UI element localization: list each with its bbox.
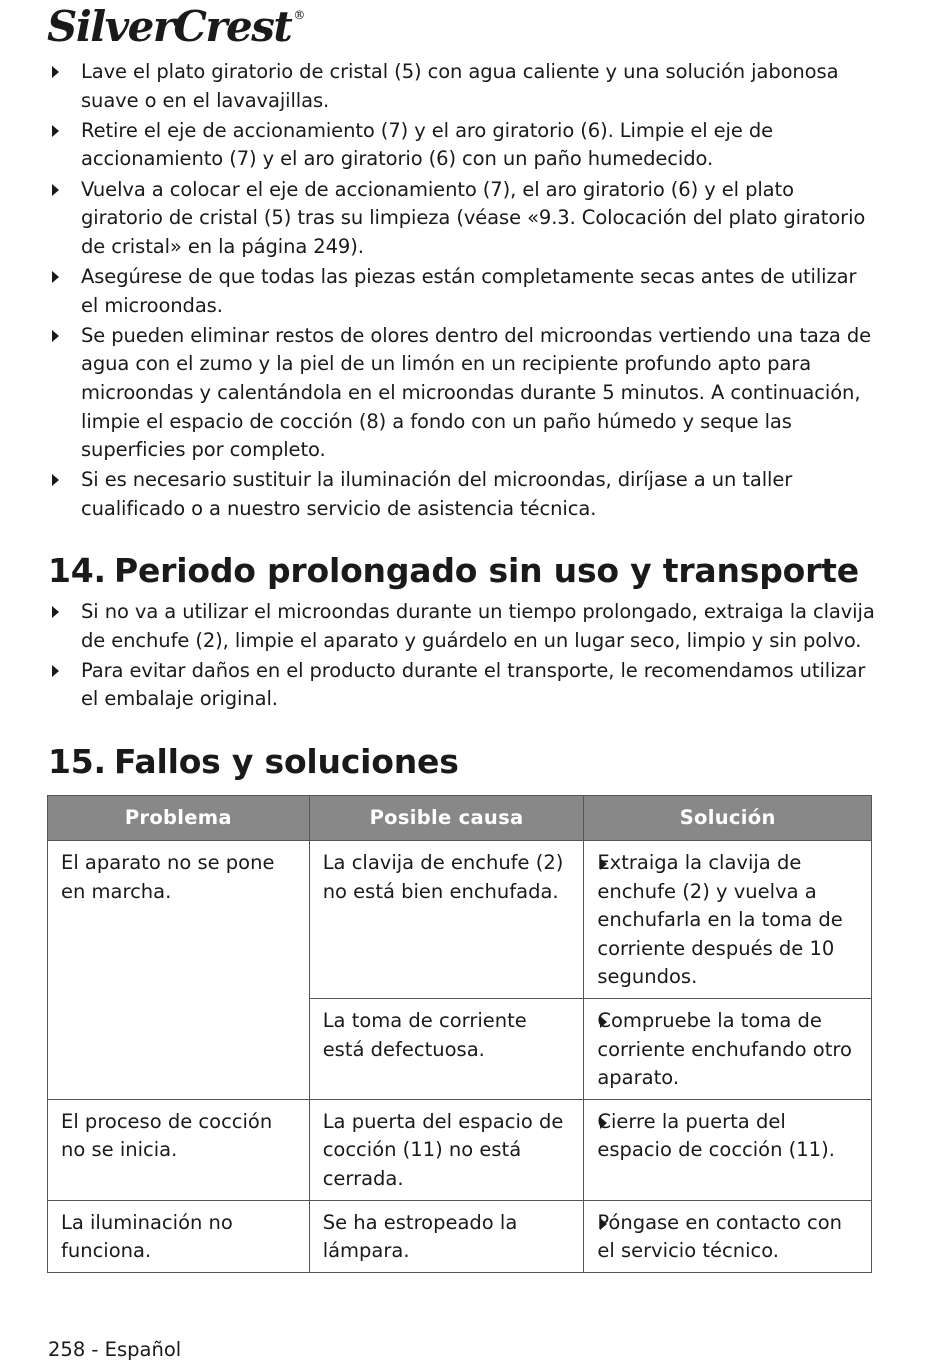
table-row	[48, 1099, 872, 1200]
bullet-arrow-icon	[600, 1016, 607, 1028]
cause-cell: Se ha estropeado la lámpara.	[309, 1200, 584, 1272]
table-row	[48, 841, 872, 999]
cause-cell: La toma de corriente está defectuosa.	[309, 998, 584, 1099]
intro-bullet-list	[48, 58, 878, 525]
bullet-arrow-icon	[52, 474, 59, 486]
bullet-arrow-icon	[52, 606, 59, 618]
bullet-arrow-icon	[52, 330, 59, 342]
bullet-item: Se pueden eliminar restos de olores dentro del microondas vertiendo una taza de agua con el zumo y la piel de un limón en un recipiente profundo apto para microondas y calentándola en el microondas durante 5 minutos. A continuación, limpie el espacio de cocción (8) a fondo con un paño húmedo y seque las superficies por completo.	[48, 322, 878, 465]
bullet-item: Vuelva a colocar el eje de accionamiento (7), el aro giratorio (6) y el plato giratorio de cristal (5) tras su limpieza (véase «9.3. Colocación del plato giratorio de cristal» en la página 249).	[48, 176, 878, 262]
cause-cell: La puerta del espacio de cocción (11) no está cerrada.	[309, 1099, 584, 1200]
solution-cell: Póngase en contacto con el servicio técnico.	[584, 1200, 872, 1272]
bullet-item: Lave el plato giratorio de cristal (5) con agua caliente y una solución jabonosa suave o en el lavavajillas.	[48, 58, 878, 115]
cause-cell: La clavija de enchufe (2) no está bien enchufada.	[309, 841, 584, 999]
table-header-row	[48, 796, 872, 841]
bullet-item: Asegúrese de que todas las piezas están completamente secas antes de utilizar el microondas.	[48, 263, 878, 320]
bullet-arrow-icon	[52, 66, 59, 78]
bullet-arrow-icon	[600, 1117, 607, 1129]
bullet-item: Si es necesario sustituir la iluminación del microondas, diríjase a un taller cualificado o a nuestro servicio de asistencia técnica.	[48, 466, 878, 523]
bullet-arrow-icon	[52, 665, 59, 677]
section-14-heading: 14. Periodo prolongado sin uso y transporte	[48, 551, 859, 590]
column-header-cause: Posible causa	[309, 796, 584, 841]
section-14-bullet-list	[48, 598, 878, 716]
problem-cell: La iluminación no funciona.	[48, 1200, 310, 1272]
column-header-problem: Problema	[48, 796, 310, 841]
bullet-arrow-icon	[52, 271, 59, 283]
solution-cell: Cierre la puerta del espacio de cocción (11).	[584, 1099, 872, 1200]
solution-cell: Extraiga la clavija de enchufe (2) y vuelva a enchufarla en la toma de corriente después de 10 segundos.	[584, 841, 872, 999]
table-row	[48, 1200, 872, 1272]
bullet-arrow-icon	[600, 858, 607, 870]
problem-cell: El proceso de cocción no se inicia.	[48, 1099, 310, 1200]
solution-cell: Compruebe la toma de corriente enchufando otro aparato.	[584, 998, 872, 1099]
page-footer: 258 - Español	[48, 1338, 182, 1361]
bullet-arrow-icon	[600, 1218, 607, 1230]
brand-logo: SilverCrest ®	[47, 2, 304, 51]
bullet-arrow-icon	[52, 184, 59, 196]
troubleshooting-table	[47, 795, 872, 1273]
bullet-item: Retire el eje de accionamiento (7) y el aro giratorio (6). Limpie el eje de accionamiento (7) y el aro giratorio (6) con un paño humedecido.	[48, 117, 878, 174]
bullet-item: Si no va a utilizar el microondas durante un tiempo prolongado, extraiga la clavija de enchufe (2), limpie el aparato y guárdelo en un lugar seco, limpio y sin polvo.	[48, 598, 878, 655]
section-15-heading: 15. Fallos y soluciones	[48, 742, 459, 781]
registered-mark: ®	[293, 8, 304, 22]
bullet-arrow-icon	[52, 125, 59, 137]
problem-cell: El aparato no se pone en marcha.	[48, 841, 310, 1100]
bullet-item: Para evitar daños en el producto durante el transporte, le recomendamos utilizar el embalaje original.	[48, 657, 878, 714]
column-header-solution: Solución	[584, 796, 872, 841]
